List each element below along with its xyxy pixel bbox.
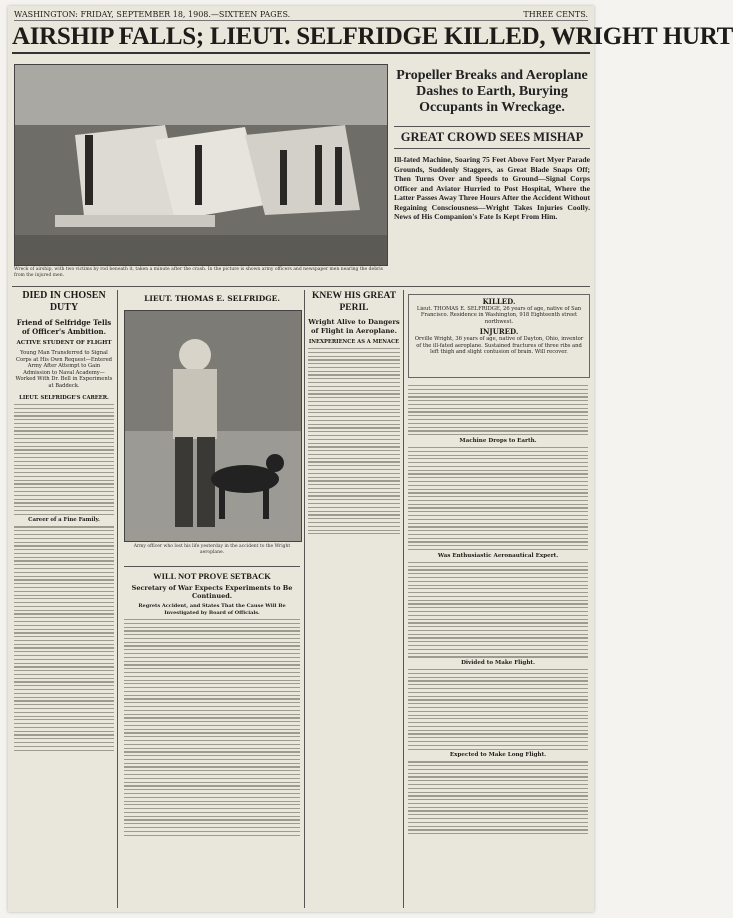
- column-rule-3: [403, 290, 404, 908]
- left-column-subhead: Career of a Fine Family.: [28, 517, 100, 524]
- column-rule-2: [304, 290, 305, 908]
- column-rule-1: [117, 290, 118, 908]
- left-column-body-head: Young Man Transferred to Signal Corps at His Own Request—Entered Army After Attempt to Gain Admission to Naval Academy—Worked With Dr. Bell in Experiments at Baddeck.: [15, 350, 113, 389]
- selfridge-portrait: [124, 310, 302, 542]
- center-right-banner: INEXPERIENCE AS A MENACE: [308, 339, 400, 345]
- right-deck-banner: GREAT CROWD SEES MISHAP: [394, 126, 590, 149]
- right-subhead-2: Was Enthusiastic Aeronautical Expert.: [437, 552, 559, 559]
- center-right-column: [308, 290, 400, 908]
- right-subhead-3: Divided to Make Flight.: [461, 660, 535, 667]
- masthead: [14, 8, 588, 21]
- right-body-text-5: [408, 761, 588, 834]
- wreck-photo: [14, 64, 388, 266]
- selfridge-portrait-image: [125, 311, 301, 541]
- wreck-photo-caption: Wreck of airship, with two victims by rod beneath it, taken a minute after the crash. In the picture is shown army officers and newspaper men nearing the debris from the injured men.: [14, 267, 383, 278]
- right-body-text-1: [408, 385, 588, 435]
- casualty-box: [408, 294, 590, 378]
- right-body-text-3: [408, 562, 588, 658]
- left-column-career-title: LIEUT. SELFRIDGE'S CAREER.: [19, 395, 109, 401]
- setback-text-block: [124, 619, 300, 836]
- portrait-title: LIEUT. THOMAS E. SELFRIDGE.: [144, 294, 280, 303]
- left-column-banner: ACTIVE STUDENT OF FLIGHT: [16, 340, 112, 346]
- setback-story: [124, 566, 300, 908]
- center-right-text-block: [308, 348, 400, 534]
- center-right-title: KNEW HIS GREAT PERIL: [311, 291, 397, 313]
- masthead-price: THREE CENTS.: [523, 9, 588, 19]
- wreck-photo-image: [15, 65, 387, 265]
- right-deck-summary: Ill-fated Machine, Soaring 75 Feet Above Fort Myer Parade Grounds, Suddenly Staggers, as Great Blade Snaps Off; Then Turns Over and Speeds to Ground—Signal Corps Officer and Aviator Hurried to Post Hospital, Where the Latter Passes Away Three Hours After the Accident Without Regaining Consciousness—Wright Takes Injuries Coolly. News of His Companion's Fate Is Kept From Him.: [394, 155, 590, 221]
- right-body: [408, 382, 588, 908]
- right-deck-lead: Propeller Breaks and Aeroplane Dashes to Earth, Burying Occupants in Wreckage.: [396, 68, 588, 115]
- killed-title: KILLED.: [482, 297, 516, 306]
- setback-title: WILL NOT PROVE SETBACK: [124, 566, 300, 581]
- right-body-text-4: [408, 669, 588, 750]
- left-column-text-block-2: [14, 526, 114, 750]
- left-column-text-block: [14, 404, 114, 515]
- divider-rule: [12, 286, 590, 287]
- portrait-caption: Army officer who lost his life yesterday in the accident to the Wright aeroplane.: [133, 544, 291, 555]
- injured-title: INJURED.: [479, 327, 519, 337]
- right-deck: [394, 68, 590, 278]
- left-column-title: DIED IN CHOSEN DUTY: [22, 290, 106, 313]
- setback-banner: Regrets Accident, and States That the Cause Will Be Investigated by Board of Officials.: [138, 603, 286, 616]
- left-column-deck: Friend of Selfridge Tells of Officer's Ambition.: [16, 318, 112, 336]
- killed-text: Lieut. THOMAS E. SELFRIDGE, 26 years of age, native of San Francisco. Residence in Washington, 918 Eighteenth street northwest.: [416, 306, 582, 325]
- masthead-date: WASHINGTON: FRIDAY, SEPTEMBER 18, 1908.—SIXTEEN PAGES.: [14, 9, 291, 19]
- center-right-deck: Wright Alive to Dangers of Flight in Aeroplane.: [308, 318, 400, 335]
- left-column: [14, 290, 114, 908]
- setback-deck: Secretary of War Expects Experiments to Be Continued.: [131, 584, 293, 600]
- injured-text: Orville Wright, 36 years of age, native of Dayton, Ohio, inventor of the ill-fated aeroplane. Sustained fractures of three ribs and left thigh and slight contusion of brain. Will recover.: [414, 336, 584, 356]
- right-subhead-1: Machine Drops to Earth.: [459, 437, 537, 444]
- main-headline: AIRSHIP FALLS; LIEUT. SELFRIDGE KILLED, WRIGHT HURT: [12, 22, 590, 54]
- newspaper-page: [8, 6, 733, 912]
- right-subhead-4: Expected to Make Long Flight.: [449, 752, 547, 759]
- right-body-text-2: [408, 447, 588, 550]
